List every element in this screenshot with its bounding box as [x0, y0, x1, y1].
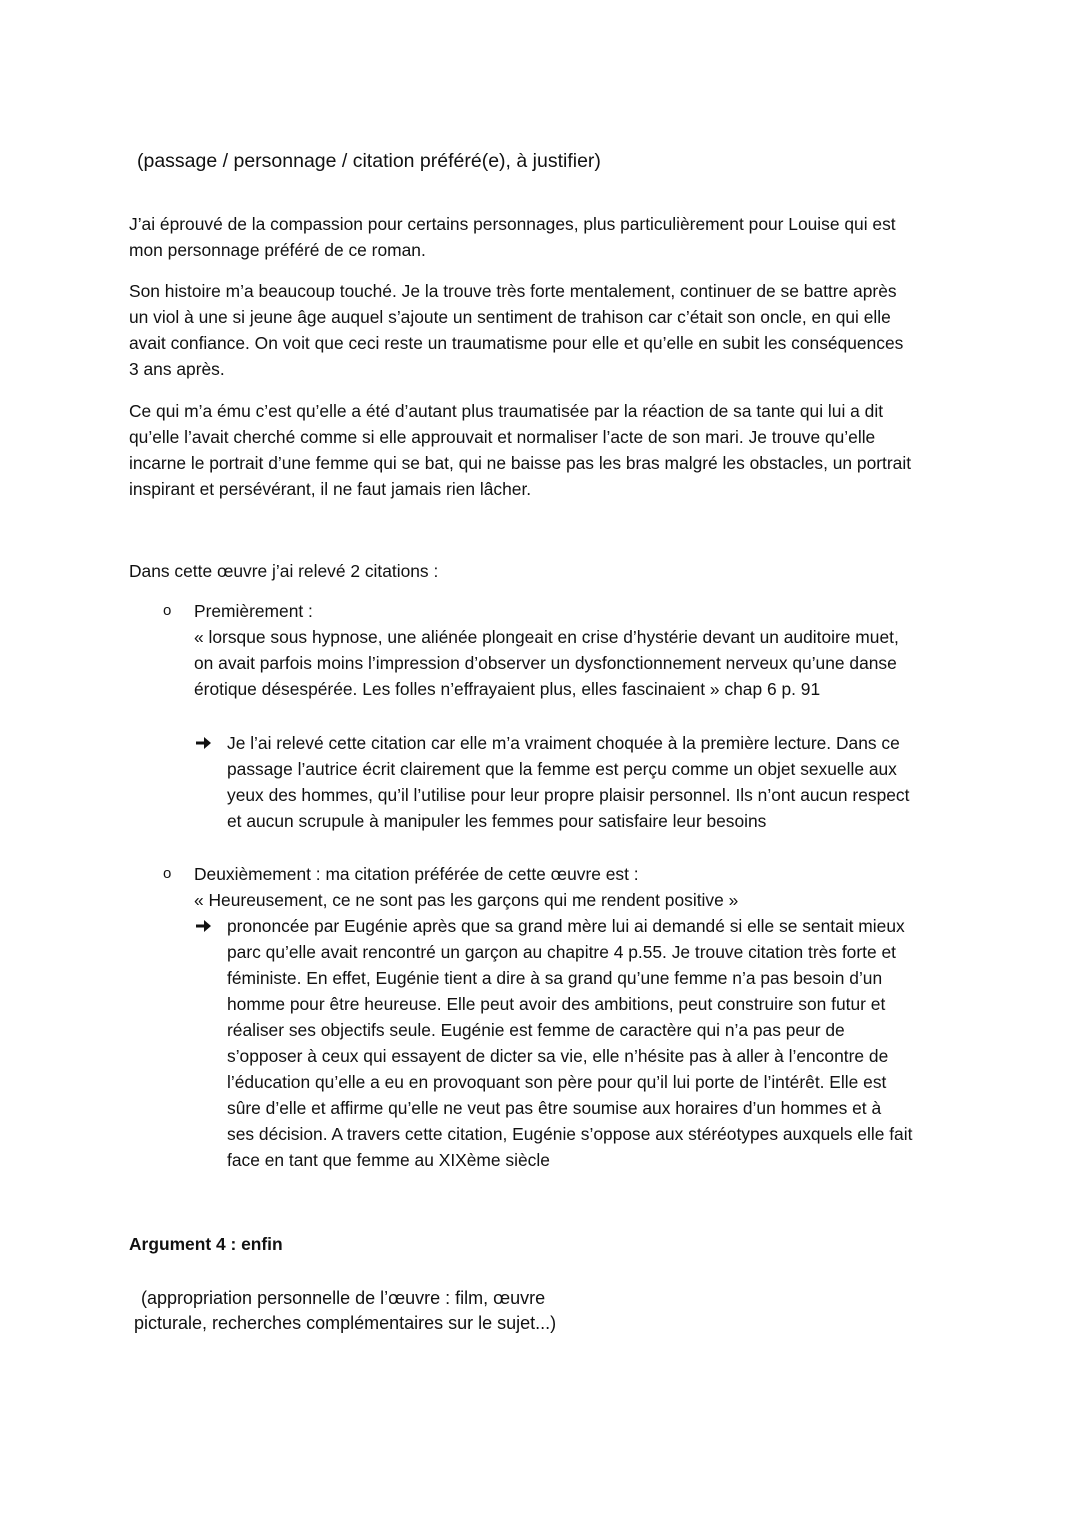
quote-line: « Heureusement, ce ne sont pas les garçons qui me rendent positive » [194, 890, 739, 910]
circle-bullet-icon: o [163, 602, 172, 619]
text-line: 3 ans après. [129, 359, 225, 379]
text-line: mon personnage préféré de ce roman. [129, 240, 426, 260]
section-prompt: (passage / personnage / citation préféré(e), à justifier) [137, 150, 601, 172]
text-line: J’ai éprouvé de la compassion pour certains personnages, plus particulièrement pour Louise qui est [129, 214, 896, 234]
item-label: Deuxièmement : ma citation préférée de cette œuvre est : [194, 864, 639, 884]
note-line: (appropriation personnelle de l’œuvre : film, œuvre [141, 1288, 546, 1308]
comment-line: yeux des hommes, qu’il l’utilise pour leur propre plaisir personnel. Ils n’ont aucun respect [227, 785, 910, 805]
comment-line: Je l’ai relevé cette citation car elle m’a vraiment choquée à la première lecture. Dans ce [227, 733, 900, 753]
text-line: Ce qui m’a ému c’est qu’elle a été d’autant plus traumatisée par la réaction de sa tante qui lui a dit [129, 401, 884, 421]
comment-line: féministe. En effet, Eugénie tient a dire à sa grand qu’une femme n’a pas besoin d’un [227, 968, 883, 988]
comment-line: sûre d’elle et affirme qu’elle ne veut pas être soumise aux horaires d’un hommes et à [227, 1098, 882, 1118]
text-line: un viol à une si jeune âge auquel s’ajoute un sentiment de trahison car c’était son oncle, en qui elle [129, 307, 891, 327]
arrow-right-icon [194, 730, 212, 756]
comment-line: face en tant que femme au XIXème siècle [227, 1150, 550, 1170]
comment-line: homme pour être heureuse. Elle peut avoir des ambitions, peut construire son futur et [227, 994, 886, 1014]
comment-line: s’opposer à ceux qui essayent de dicter sa vie, elle n’hésite pas à aller à l’encontre de [227, 1046, 889, 1066]
argument-4-title: Argument 4 : enfin [129, 1234, 283, 1254]
text-line: qu’elle l’avait cherché comme si elle approuvait et normaliser l’acte de son mari. Je trouve qu’elle [129, 427, 876, 447]
comment-line: l’éducation qu’elle a eu en provoquant son père pour qu’il lui porte de l’intérêt. Elle est [227, 1072, 887, 1092]
comment-line: ses décision. A travers cette citation, Eugénie s’oppose aux stéréotypes auxquels elle fait [227, 1124, 913, 1144]
text-line: Son histoire m’a beaucoup touché. Je la trouve très forte mentalement, continuer de se battre après [129, 281, 897, 301]
text-line: avait confiance. On voit que ceci reste un traumatisme pour elle et qu’elle en subit les conséquences [129, 333, 904, 353]
circle-bullet-icon: o [163, 865, 172, 882]
quote-line: « lorsque sous hypnose, une aliénée plongeait en crise d’hystérie devant un auditoire muet, [194, 627, 899, 647]
citations-intro: Dans cette œuvre j’ai relevé 2 citations : [129, 561, 439, 581]
text-line: inspirant et persévérant, il ne faut jamais rien lâcher. [129, 479, 532, 499]
comment-line: prononcée par Eugénie après que sa grand mère lui ai demandé si elle se sentait mieux [227, 916, 905, 936]
comment-line: réaliser ses objectifs seule. Eugénie est femme de caractère qui n’a pas peur de [227, 1020, 845, 1040]
comment-line: et aucun scrupule à manipuler les femmes pour satisfaire leur besoins [227, 811, 767, 831]
item-label: Premièrement : [194, 601, 313, 621]
comment-line: passage l’autrice écrit clairement que la femme est perçu comme un objet sexuelle aux [227, 759, 897, 779]
quote-line: on avait parfois moins l’impression d’observer un dysfonctionnement nerveux qu’une danse [194, 653, 897, 673]
arrow-right-icon [194, 913, 212, 939]
comment-line: parc qu’elle avait rencontré un garçon au chapitre 4 p.55. Je trouve citation très forte et [227, 942, 896, 962]
quote-line: érotique désespérée. Les folles n’effrayaient plus, elles fascinaient » chap 6 p. 91 [194, 679, 821, 699]
note-line: picturale, recherches complémentaires sur le sujet...) [134, 1313, 557, 1333]
text-line: incarne le portrait d’une femme qui se bat, qui ne baisse pas les bras malgré les obstacles, un portrait [129, 453, 912, 473]
